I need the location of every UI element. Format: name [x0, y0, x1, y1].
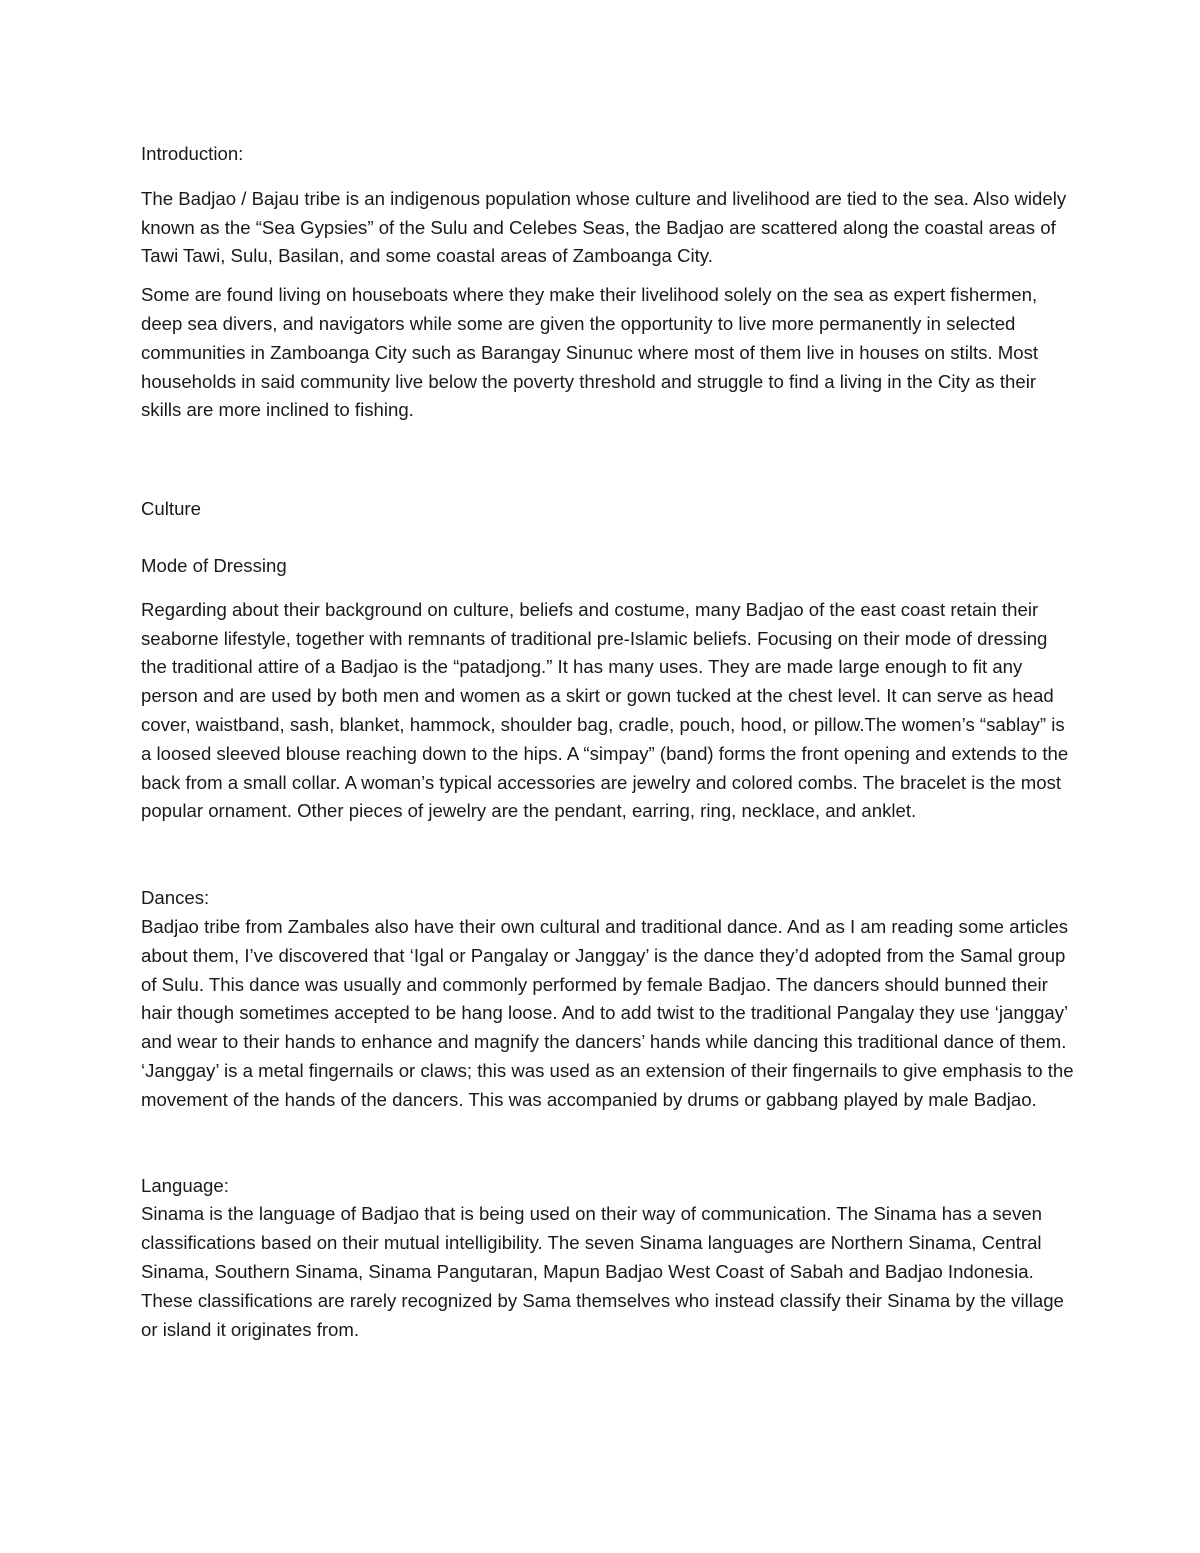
dances-heading: Dances: — [141, 887, 210, 909]
dances-paragraph: Badjao tribe from Zambales also have their own cultural and traditional dance. And as I am reading some articles about them, I’ve discovered that ‘Igal or Pangalay or Janggay’ is the dance they’d adopted from the Samal group of Sulu. This dance was usually and commonly performed by female Badjao. The dancers should bunned their hair though sometimes accepted to be hang loose. And to add twist to the traditional Pangalay they use ‘janggay’ and wear to their hands to enhance and magnify the dancers’ hands while dancing this traditional dance of them. ‘Janggay’ is a metal fingernails or claws; this was used as an extension of their fingernails to give emphasis to the movement of the hands of the dancers. This was accompanied by drums or gabbang played by male Badjao. — [141, 915, 1074, 1110]
mode-of-dressing-paragraph: Regarding about their background on culture, beliefs and costume, many Badjao of the east coast retain their seaborne lifestyle, together with remnants of traditional pre-Islamic beliefs. Focusing on their mode of dressing the traditional attire of a Badjao is the “patadjong.” It has many uses. They are made large enough to fit any person and are used by both men and women as a skirt or gown tucked at the chest level. It can serve as head cover, waistband, sash, blanket, hammock, shoulder bag, cradle, pouch, hood, or pillow.The women’s “sablay” is a loosed sleeved blouse reaching down to the hips. A “simpay” (band) forms the front opening and extends to the back from a small collar. A woman’s typical accessories are jewelry and colored combs. The bracelet is the most popular ornament. Other pieces of jewelry are the pendant, earring, ring, necklace, and anklet. — [141, 598, 1069, 822]
mode-of-dressing-heading: Mode of Dressing — [141, 554, 287, 576]
language-paragraph: Sinama is the language of Badjao that is being used on their way of communication. The Sinama has a seven classifications based on their mutual intelligibility. The seven Sinama languages are Northern Sinama, Central Sinama, Southern Sinama, Sinama Pangutaran, Mapun Badjao West Coast of Sabah and Badjao Indonesia. These classifications are rarely recognized by Sama themselves who instead classify their Sinama by the village or island it originates from. — [141, 1203, 1064, 1340]
culture-heading: Culture — [141, 498, 201, 520]
introduction-heading: Introduction: — [141, 143, 244, 164]
introduction-paragraph-2: Some are found living on houseboats where they make their livelihood solely on the sea as expert fishermen, deep sea divers, and navigators while some are given the opportunity to live more permanently in selected communities in Zamboanga City such as Barangay Sinunuc where most of them live in houses on stilts. Most households in said community live below the poverty threshold and struggle to find a living in the City as their skills are more inclined to fishing. — [141, 284, 1039, 421]
introduction-paragraph-1: The Badjao / Bajau tribe is an indigenous population whose culture and livelihood are tied to the sea. Also widely known as the “Sea Gypsies” of the Sulu and Celebes Seas, the Badjao are scattered along the coastal areas of Tawi Tawi, Sulu, Basilan, and some coastal areas of Zamboanga City. — [141, 187, 1067, 267]
document-page — [141, 140, 1076, 1344]
language-heading: Language: — [141, 1174, 229, 1196]
